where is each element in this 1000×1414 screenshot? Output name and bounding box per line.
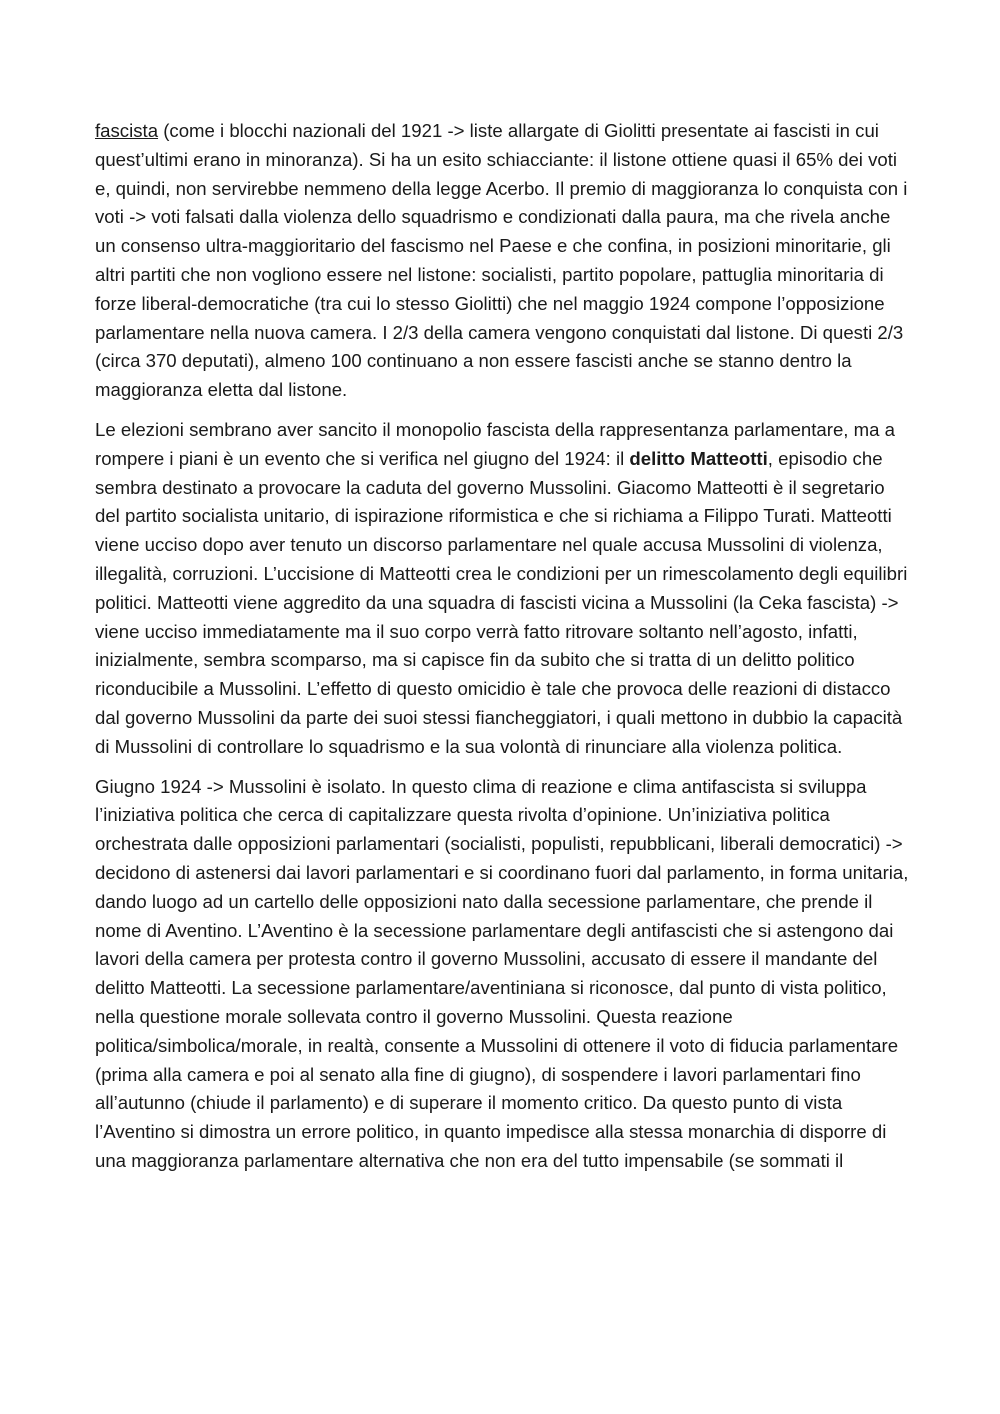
paragraph-2-text-before: Le elezioni sembrano aver sancito il monopolio fascista della rappresentanza parlamentare, ma a rompere i piani è un evento che si verifica nel giugno del 1924: il [95,418,895,469]
paragraph-3-text: Giugno 1924 -> Mussolini è isolato. In questo clima di reazione e clima antifascista si sviluppa l’iniziativa politica che cerca di capitalizzare questa rivolta d’opinione. Un’iniziativa politica orchestrata dalle opposizioni parlamentari (socialisti, populisti, repubblicani, liberali democratici) -> decidono di astenersi dai lavori parlamentari e si coordinano fuori dal parlamento, in forma unitaria, dando luogo ad un cartello delle opposizioni nato dalla secessione parlamentare, che prende il nome di Aventino. L’Aventino è la secessione parlamentare degli antifascisti che si astengono dai lavori della camera per protesta contro il governo Mussolini, accusato di essere il mandante del delitto Matteotti. La secessione parlamentare/aventiniana si riconosce, dal punto di vista politico, nella questione morale sollevata contro il governo Mussolini. Questa reazione politica/simbolica/morale, in realtà, consente a Mussolini di ottenere il voto di fiducia parlamentare (prima alla camera e poi al senato alla fine di giugno), di sospendere i lavori parlamentari fino all’autunno (chiude il parlamento) e di superare il momento critico. Da questo punto di vista l’Aventino si dimostra un errore politico, in quanto impedisce alla stessa monarchia di disporre di una maggioranza parlamentare alternativa che non era del tutto impensabile (se sommati il [95,775,909,1171]
paragraph-1 [95,117,910,405]
paragraph-1-text: (come i blocchi nazionali del 1921 -> liste allargate di Giolitti presentate ai fascisti in cui quest’ultimi erano in minoranza). Si ha un esito schiacciante: il listone ottiene quasi il 65% dei voti e, quindi, non servirebbe nemmeno della legge Acerbo. Il premio di maggioranza lo conquista con i voti -> voti falsati dalla violenza dello squadrismo e condizionati dalla paura, ma che rivela anche un consenso ultra-maggioritario del fascismo nel Paese e che confina, in posizioni minoritarie, gli altri partiti che non vogliono essere nel listone: socialisti, partito popolare, pattuglia minoritaria di forze liberal-democratiche (tra cui lo stesso Giolitti) che nel maggio 1924 compone l’opposizione parlamentare nella nuova camera. I 2/3 della camera vengono conquistati dal listone. Di questi 2/3 (circa 370 deputati), almeno 100 continuano a non essere fascisti anche se stanno dentro la maggioranza eletta dal listone. [95,120,908,401]
underlined-word: fascista [95,120,159,141]
paragraph-2-text-after: , episodio che sembra destinato a provocare la caduta del governo Mussolini. Giacomo Matteotti è il segretario del partito socialista unitario, di ispirazione riformistica e che si richiama a Filippo Turati. Matteotti viene ucciso dopo aver tenuto un discorso parlamentare nel quale accusa Mussolini di violenza, illegalità, corruzioni. L’uccisione di Matteotti crea le condizioni per un rimescolamento degli equilibri politici. Matteotti viene aggredito da una squadra di fascisti vicina a Mussolini (la Ceka fascista) -> viene ucciso immediatamente ma il suo corpo verrà fatto ritrovare soltanto nell’agosto, infatti, inizialmente, sembra scomparso, ma si capisce fin da subito che si tratta di un delitto politico riconducibile a Mussolini. L’effetto di questo omicidio è tale che provoca delle reazioni di distacco dal governo Mussolini da parte dei suoi stessi fiancheggiatori, i quali mettono in dubbio la capacità di Mussolini di controllare lo squadrismo e la sua volontà di rinunciare alla violenza politica. [95,447,908,757]
document-body [95,117,910,1187]
bold-term: delitto Matteotti [629,447,768,469]
paragraph-3 [95,773,910,1176]
paragraph-2 [95,416,910,762]
